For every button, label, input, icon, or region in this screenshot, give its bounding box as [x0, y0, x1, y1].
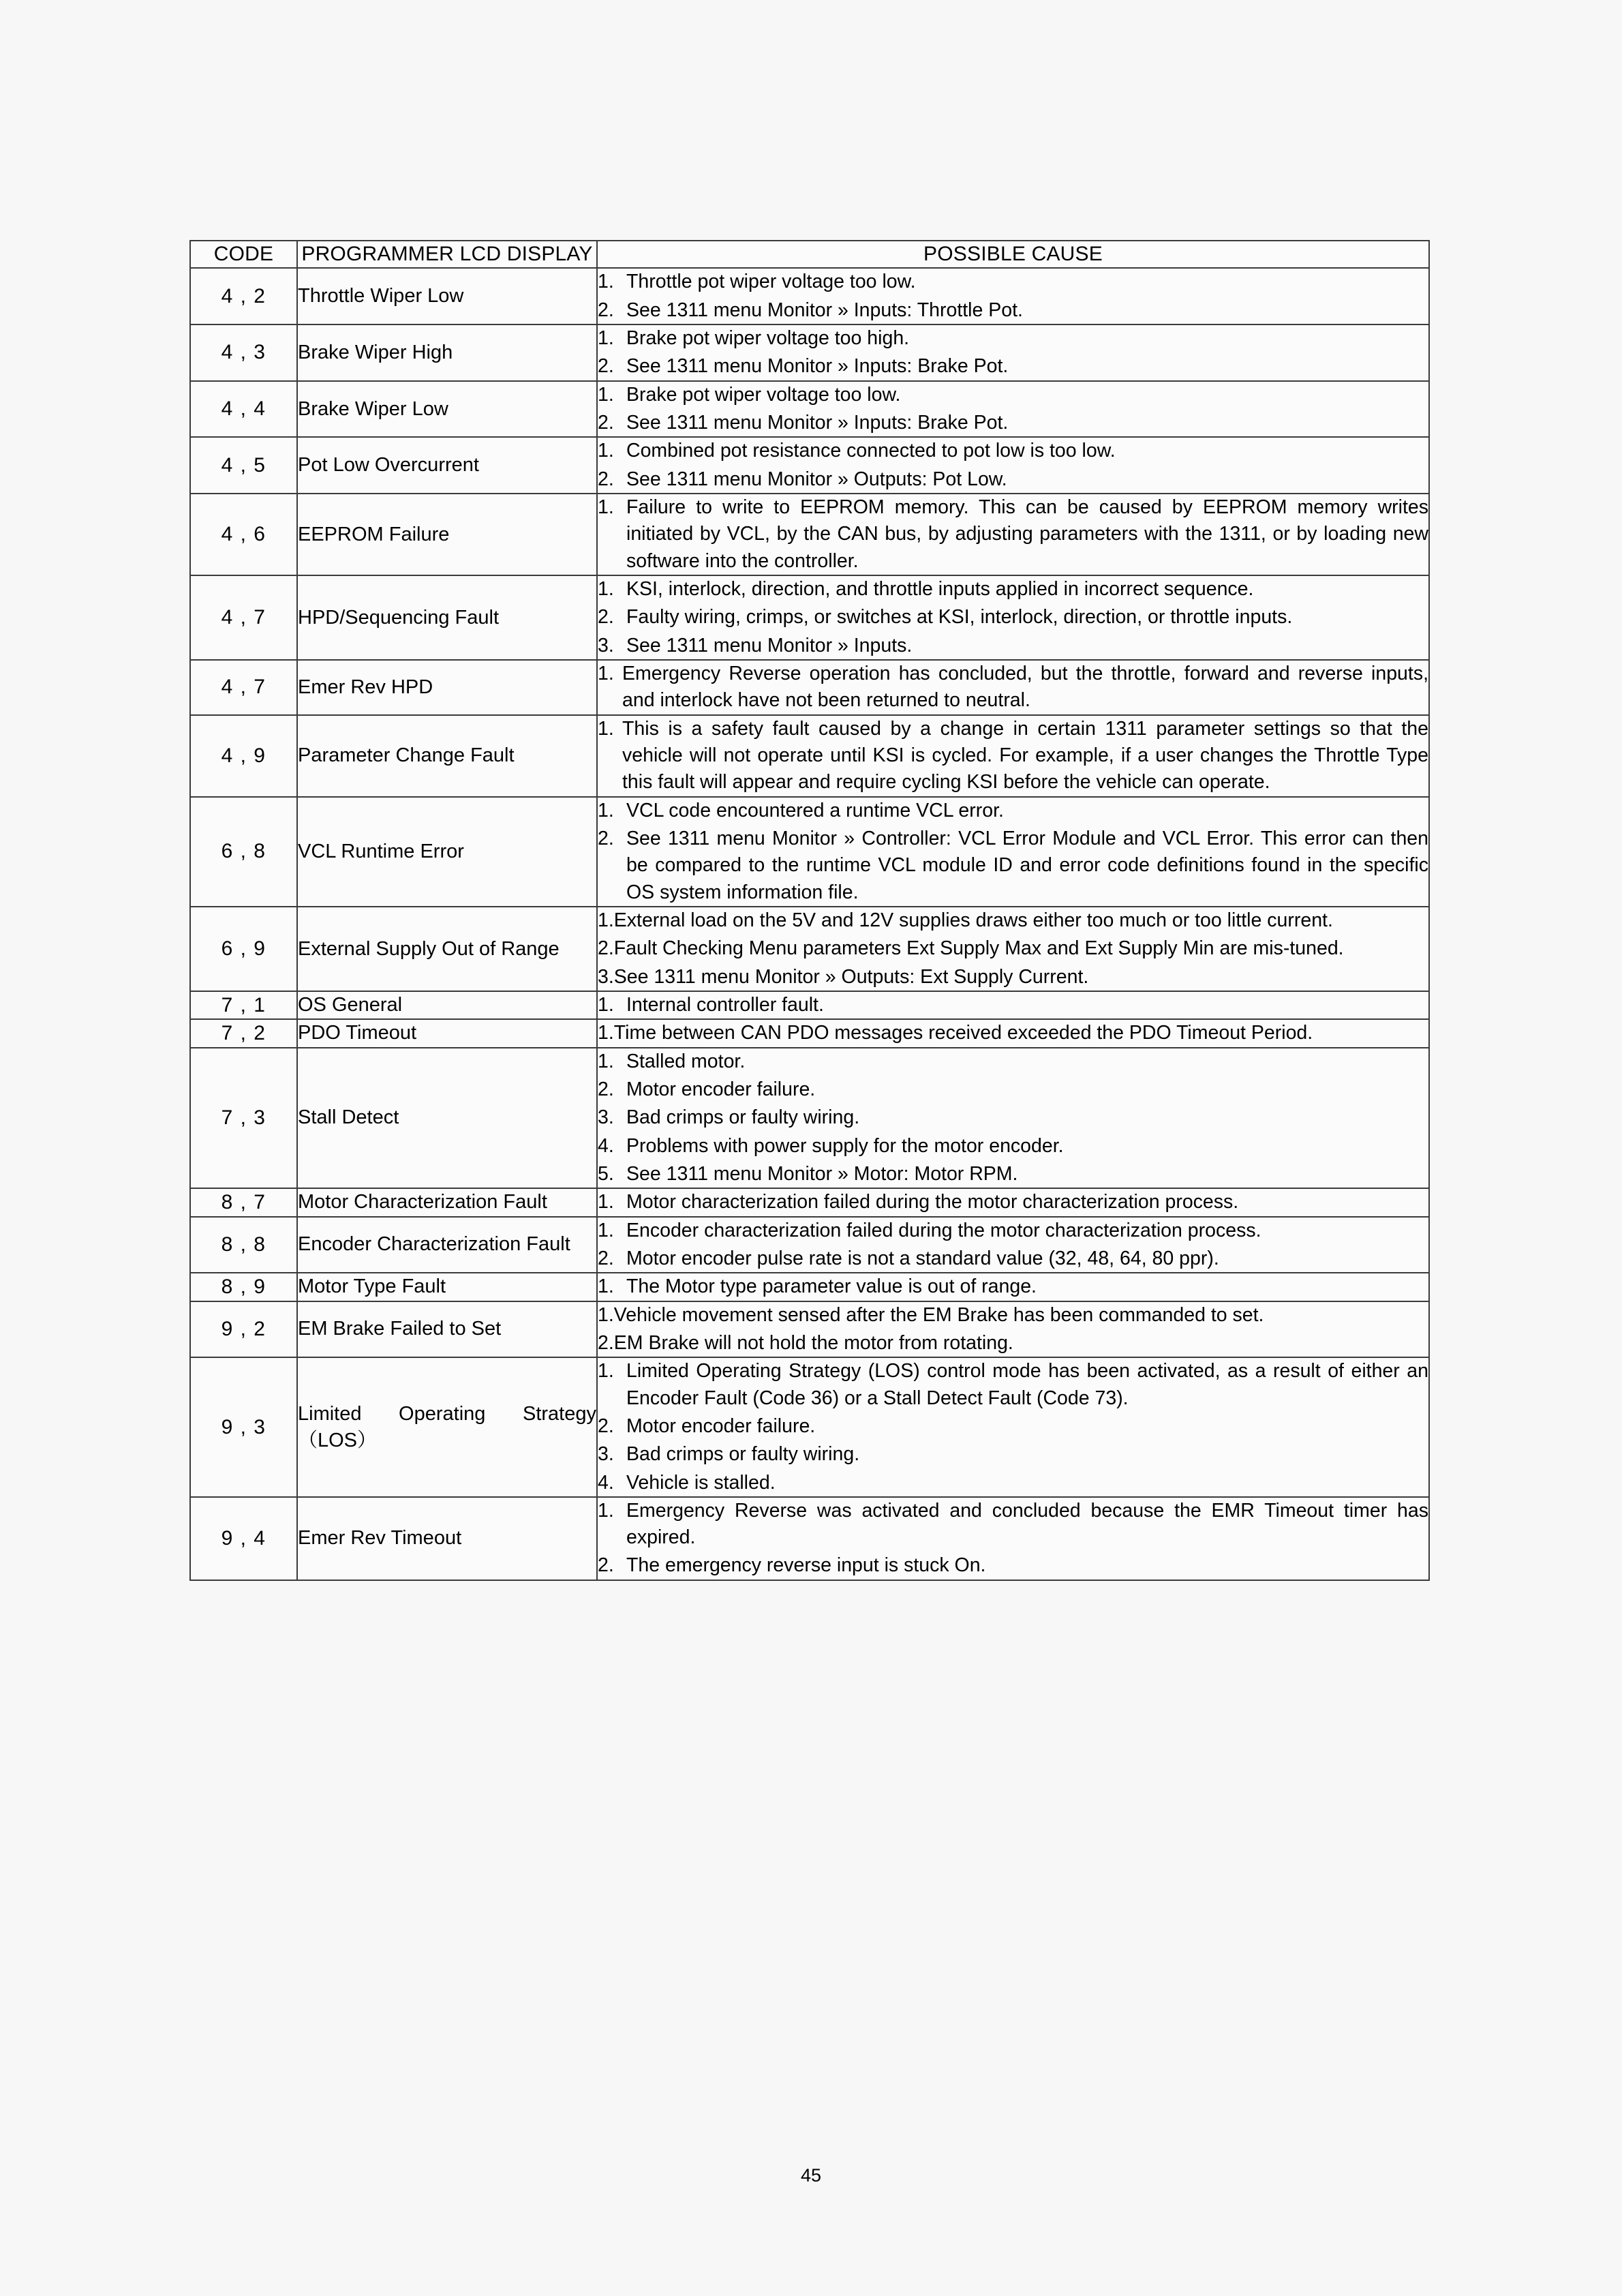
cause-number: 1.	[598, 717, 614, 740]
table-row	[190, 381, 1429, 438]
fault-code-table	[189, 240, 1430, 1581]
fault-code-cell: 8 , 8	[190, 1217, 297, 1273]
fault-code-cell: 4 , 7	[190, 660, 297, 715]
lcd-display-cell: PDO Timeout	[297, 1019, 597, 1047]
cause-text: Motor encoder failure.	[626, 1415, 816, 1437]
cause-item	[598, 382, 1428, 408]
cause-text: Fault Checking Menu parameters Ext Supply Max and Ext Supply Min are mis-tuned.	[613, 937, 1344, 960]
cause-number: 2.	[598, 1331, 614, 1354]
lcd-display-cell: Motor Type Fault	[297, 1273, 597, 1301]
table-row	[190, 575, 1429, 660]
fault-code-cell: 7 , 3	[190, 1048, 297, 1189]
cause-number: 2.	[598, 1415, 614, 1437]
cause-text: VCL code encountered a runtime VCL error.	[626, 799, 1004, 821]
lcd-display-cell: Pot Low Overcurrent	[297, 437, 597, 494]
cause-item	[598, 935, 1428, 962]
cause-item	[598, 633, 1428, 659]
lcd-display-cell: External Supply Out of Range	[297, 907, 597, 991]
table-row	[190, 324, 1429, 381]
cause-text: The Motor type parameter value is out of range.	[626, 1275, 1037, 1298]
column-header-cause: POSSIBLE CAUSE	[597, 241, 1429, 268]
table-row	[190, 1217, 1429, 1273]
cause-item	[598, 1133, 1428, 1160]
cause-text: See 1311 menu Monitor » Controller: VCL Error Module and VCL Error. This error can then be compared to the runtime VCL module ID and error code definitions found in the specific OS system information file.	[626, 827, 1428, 903]
possible-cause-cell	[597, 437, 1429, 494]
cause-item	[598, 661, 1428, 714]
cause-text: Failure to write to EEPROM memory. This can be caused by EEPROM memory writes initiated by VCL, by the CAN bus, by adjusting parameters with the 1311, or by loading new software into the controller.	[626, 496, 1428, 572]
column-header-display: PROGRAMMER LCD DISPLAY	[297, 241, 597, 268]
cause-list	[598, 1498, 1428, 1580]
cause-number: 3.	[598, 1443, 614, 1466]
table-row	[190, 1357, 1429, 1497]
lcd-display-cell: VCL Runtime Error	[297, 797, 597, 907]
cause-item	[598, 826, 1428, 906]
fault-code-cell: 6 , 9	[190, 907, 297, 991]
cause-list	[598, 1302, 1428, 1357]
possible-cause-cell	[597, 1019, 1429, 1047]
lcd-display-cell: Stall Detect	[297, 1048, 597, 1189]
lcd-display-cell: Motor Characterization Fault	[297, 1188, 597, 1216]
cause-item	[598, 1358, 1428, 1412]
cause-item	[598, 964, 1428, 991]
cause-text: Emergency Reverse was activated and concluded because the EMR Timeout timer has expired.	[626, 1499, 1428, 1549]
lcd-display-cell: Encoder Characterization Fault	[297, 1217, 597, 1273]
cause-text: Bad crimps or faulty wiring.	[626, 1443, 860, 1466]
cause-number: 1.	[598, 909, 614, 931]
table-body	[190, 268, 1429, 1580]
cause-number: 1.	[598, 578, 614, 600]
possible-cause-cell	[597, 1301, 1429, 1358]
cause-item	[598, 604, 1428, 631]
cause-list	[598, 907, 1428, 991]
lcd-display-cell: Brake Wiper High	[297, 324, 597, 381]
cause-number: 1.	[598, 993, 614, 1016]
fault-code-cell: 4 , 7	[190, 575, 297, 660]
fault-code-cell: 4 , 5	[190, 437, 297, 494]
cause-number: 2.	[598, 937, 614, 960]
cause-number: 3.	[598, 965, 614, 988]
cause-number: 1.	[598, 271, 614, 293]
cause-list	[598, 716, 1428, 796]
cause-item	[598, 1498, 1428, 1552]
cause-item	[598, 576, 1428, 603]
table-row	[190, 991, 1429, 1019]
cause-text: Throttle pot wiper voltage too low.	[626, 271, 916, 293]
cause-list	[598, 992, 1428, 1018]
cause-text: Stalled motor.	[626, 1050, 746, 1072]
cause-list	[598, 438, 1428, 493]
cause-text: Vehicle movement sensed after the EM Brake has been commanded to set.	[613, 1303, 1264, 1326]
cause-item	[598, 1273, 1428, 1300]
cause-number: 1.	[598, 1219, 614, 1241]
possible-cause-cell	[597, 1048, 1429, 1189]
cause-list	[598, 1358, 1428, 1496]
table-row	[190, 437, 1429, 494]
cause-text: Combined pot resistance connected to pot low is too low.	[626, 440, 1116, 462]
cause-item	[598, 992, 1428, 1018]
cause-text: The emergency reverse input is stuck On.	[626, 1554, 986, 1577]
cause-number: 1.	[598, 1022, 614, 1044]
possible-cause-cell	[597, 1357, 1429, 1497]
table-row	[190, 660, 1429, 715]
possible-cause-cell	[597, 494, 1429, 575]
cause-item	[598, 1470, 1428, 1496]
cause-text: See 1311 menu Monitor » Outputs: Pot Low.	[626, 468, 1007, 490]
cause-number: 2.	[598, 468, 614, 490]
cause-number: 1.	[598, 1499, 614, 1522]
lcd-display-cell: Emer Rev HPD	[297, 660, 597, 715]
cause-text: KSI, interlock, direction, and throttle inputs applied in incorrect sequence.	[626, 578, 1254, 600]
fault-code-cell: 9 , 2	[190, 1301, 297, 1358]
cause-number: 2.	[598, 412, 614, 434]
cause-number: 1.	[598, 383, 614, 406]
lcd-display-cell: OS General	[297, 991, 597, 1019]
table-row	[190, 268, 1429, 324]
cause-text: See 1311 menu Monitor » Inputs: Brake Pot.	[626, 412, 1009, 434]
cause-item	[598, 1104, 1428, 1131]
fault-code-cell: 4 , 3	[190, 324, 297, 381]
column-header-code: CODE	[190, 241, 297, 268]
header-row	[190, 241, 1429, 268]
cause-number: 3.	[598, 634, 614, 656]
cause-item	[598, 716, 1428, 796]
cause-number: 1.	[598, 1360, 614, 1383]
cause-item	[598, 1161, 1428, 1188]
cause-item	[598, 1020, 1428, 1046]
cause-list	[598, 1048, 1428, 1188]
cause-text: Motor encoder pulse rate is not a standard value (32, 48, 64, 80 ppr).	[626, 1247, 1219, 1269]
cause-number: 3.	[598, 1106, 614, 1129]
cause-number: 2.	[598, 1078, 614, 1100]
cause-list	[598, 382, 1428, 437]
cause-text: Internal controller fault.	[626, 993, 824, 1016]
cause-number: 4.	[598, 1134, 614, 1157]
cause-number: 2.	[598, 299, 614, 321]
cause-text: Brake pot wiper voltage too high.	[626, 327, 910, 350]
cause-text: Motor characterization failed during the motor characterization process.	[626, 1191, 1239, 1213]
cause-list	[598, 576, 1428, 659]
lcd-display-cell: Throttle Wiper Low	[297, 268, 597, 324]
possible-cause-cell	[597, 324, 1429, 381]
lcd-display-cell: Emer Rev Timeout	[297, 1497, 597, 1580]
cause-text: Vehicle is stalled.	[626, 1471, 776, 1494]
cause-list	[598, 1273, 1428, 1300]
cause-text: See 1311 menu Monitor » Inputs.	[626, 634, 913, 656]
table-header	[190, 241, 1429, 268]
cause-number: 1.	[598, 1191, 614, 1213]
cause-number: 1.	[598, 799, 614, 821]
cause-number: 1.	[598, 440, 614, 462]
cause-item	[598, 1245, 1428, 1272]
cause-item	[598, 297, 1428, 324]
cause-list	[598, 269, 1428, 324]
cause-number: 2.	[598, 1247, 614, 1269]
cause-item	[598, 1330, 1428, 1357]
cause-number: 1.	[598, 496, 614, 519]
cause-text: External load on the 5V and 12V supplies draws either too much or too little current.	[613, 909, 1333, 931]
possible-cause-cell	[597, 575, 1429, 660]
cause-item	[598, 353, 1428, 380]
cause-item	[598, 494, 1428, 575]
cause-item	[598, 1441, 1428, 1468]
table-row	[190, 1273, 1429, 1301]
lcd-display-cell: Brake Wiper Low	[297, 381, 597, 438]
cause-text: See 1311 menu Monitor » Inputs: Throttle Pot.	[626, 299, 1023, 321]
table-row	[190, 1497, 1429, 1580]
lcd-display-cell: Parameter Change Fault	[297, 715, 597, 797]
cause-text: Encoder characterization failed during the motor characterization process.	[626, 1219, 1261, 1241]
table-row	[190, 907, 1429, 991]
cause-text: This is a safety fault caused by a change in certain 1311 parameter settings so that the vehicle will not operate until KSI is cycled. For example, if a user changes the Throttle Type this fault will appear and require cycling KSI before the vehicle can operate.	[622, 717, 1428, 794]
fault-code-cell: 7 , 1	[190, 991, 297, 1019]
cause-list	[598, 1189, 1428, 1215]
table-row	[190, 715, 1429, 797]
cause-text: Motor encoder failure.	[626, 1078, 816, 1100]
cause-item	[598, 325, 1428, 352]
cause-text: EM Brake will not hold the motor from rotating.	[613, 1331, 1013, 1354]
cause-number: 4.	[598, 1471, 614, 1494]
page-number: 45	[800, 2165, 822, 2186]
cause-text: Problems with power supply for the motor encoder.	[626, 1134, 1064, 1157]
cause-item	[598, 907, 1428, 934]
cause-item	[598, 798, 1428, 824]
cause-number: 2.	[598, 827, 614, 849]
cause-number: 2.	[598, 355, 614, 378]
fault-code-cell: 4 , 2	[190, 268, 297, 324]
cause-item	[598, 1413, 1428, 1440]
cause-number: 1.	[598, 1050, 614, 1072]
possible-cause-cell	[597, 268, 1429, 324]
cause-text: Faulty wiring, crimps, or switches at KSI, interlock, direction, or throttle inputs.	[626, 606, 1293, 629]
cause-item	[598, 269, 1428, 295]
fault-code-cell: 6 , 8	[190, 797, 297, 907]
lcd-display-cell: Limited Operating Strategy （LOS）	[297, 1357, 597, 1497]
cause-number: 1.	[598, 1275, 614, 1298]
cause-text: See 1311 menu Monitor » Motor: Motor RPM.	[626, 1162, 1018, 1185]
cause-item	[598, 438, 1428, 464]
cause-item	[598, 410, 1428, 436]
possible-cause-cell	[597, 1188, 1429, 1216]
table-row	[190, 1019, 1429, 1047]
cause-number: 1.	[598, 1303, 614, 1326]
cause-list	[598, 798, 1428, 906]
cause-number: 2.	[598, 1554, 614, 1577]
fault-code-cell: 8 , 7	[190, 1188, 297, 1216]
cause-text: Bad crimps or faulty wiring.	[626, 1106, 860, 1129]
cause-number: 2.	[598, 606, 614, 629]
cause-text: Emergency Reverse operation has concluded, but the throttle, forward and reverse inputs, and interlock have not been returned to neutral.	[622, 662, 1428, 712]
cause-number: 1.	[598, 327, 614, 350]
table-row	[190, 797, 1429, 907]
possible-cause-cell	[597, 1273, 1429, 1301]
possible-cause-cell	[597, 660, 1429, 715]
cause-item	[598, 1302, 1428, 1329]
fault-code-cell: 4 , 4	[190, 381, 297, 438]
cause-item	[598, 1076, 1428, 1103]
cause-item	[598, 1048, 1428, 1075]
cause-text: Brake pot wiper voltage too low.	[626, 383, 901, 406]
fault-code-cell: 4 , 9	[190, 715, 297, 797]
cause-item	[598, 1189, 1428, 1215]
fault-code-cell: 9 , 4	[190, 1497, 297, 1580]
cause-text: Time between CAN PDO messages received exceeded the PDO Timeout Period.	[613, 1022, 1313, 1044]
fault-code-cell: 7 , 2	[190, 1019, 297, 1047]
cause-item	[598, 1218, 1428, 1244]
lcd-display-cell: EEPROM Failure	[297, 494, 597, 575]
cause-list	[598, 661, 1428, 714]
possible-cause-cell	[597, 991, 1429, 1019]
cause-item	[598, 1552, 1428, 1579]
fault-code-cell: 8 , 9	[190, 1273, 297, 1301]
cause-text: Limited Operating Strategy (LOS) control mode has been activated, as a result of either an Encoder Fault (Code 36) or a Stall Detect Fault (Code 73).	[626, 1360, 1428, 1409]
cause-number: 1.	[598, 662, 614, 684]
cause-list	[598, 325, 1428, 380]
possible-cause-cell	[597, 381, 1429, 438]
lcd-display-cell: EM Brake Failed to Set	[297, 1301, 597, 1358]
cause-text: See 1311 menu Monitor » Inputs: Brake Pot.	[626, 355, 1009, 378]
cause-list	[598, 494, 1428, 575]
lcd-display-cell: HPD/Sequencing Fault	[297, 575, 597, 660]
possible-cause-cell	[597, 797, 1429, 907]
table-row	[190, 1301, 1429, 1358]
possible-cause-cell	[597, 1497, 1429, 1580]
cause-text: See 1311 menu Monitor » Outputs: Ext Supply Current.	[613, 965, 1089, 988]
cause-list	[598, 1218, 1428, 1273]
table-row	[190, 494, 1429, 575]
possible-cause-cell	[597, 907, 1429, 991]
table-row	[190, 1188, 1429, 1216]
cause-list	[598, 1020, 1428, 1046]
possible-cause-cell	[597, 715, 1429, 797]
possible-cause-cell	[597, 1217, 1429, 1273]
fault-code-cell: 4 , 6	[190, 494, 297, 575]
cause-item	[598, 466, 1428, 493]
fault-code-cell: 9 , 3	[190, 1357, 297, 1497]
table-row	[190, 1048, 1429, 1189]
cause-number: 5.	[598, 1162, 614, 1185]
